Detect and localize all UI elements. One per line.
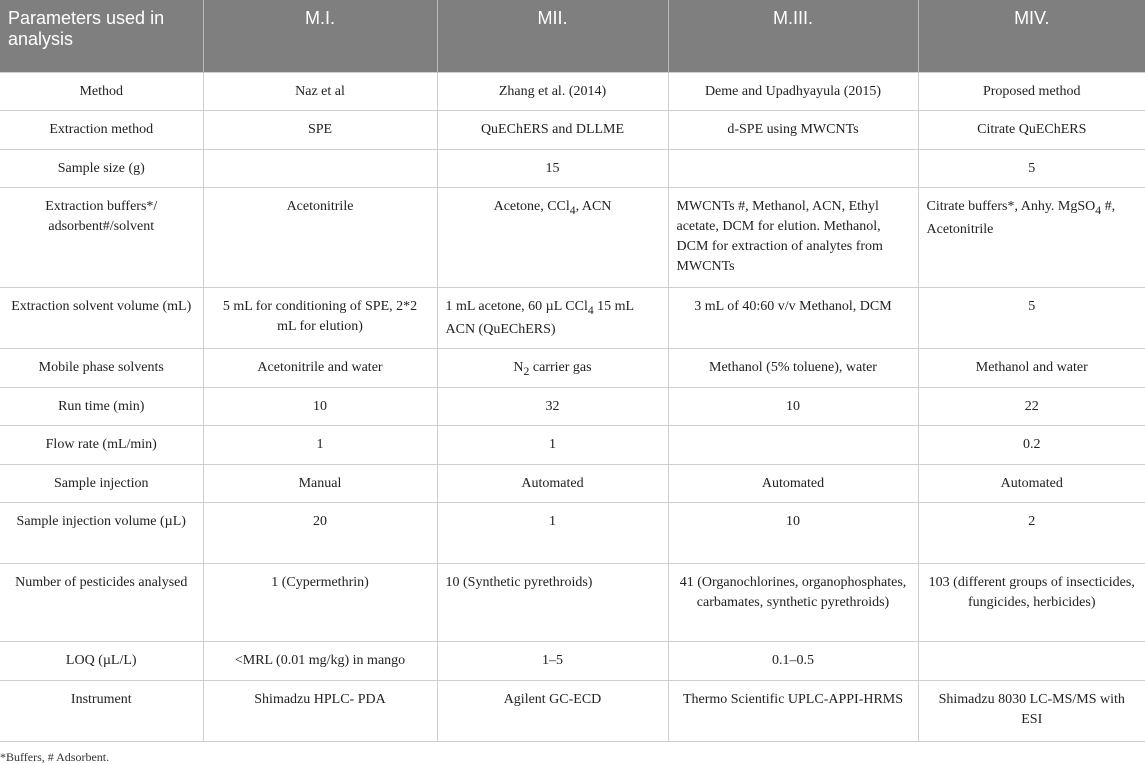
cell-m3: 10 <box>668 502 918 563</box>
cell-parameter: Sample injection volume (µL) <box>0 502 203 563</box>
cell-parameter: Sample size (g) <box>0 149 203 187</box>
cell-text: , ACN <box>575 198 612 214</box>
cell-m4: 103 (different groups of insecticides, fungicides, herbicides) <box>918 563 1145 641</box>
header-row <box>0 0 1145 72</box>
cell-parameter: Sample injection <box>0 464 203 502</box>
table-body <box>0 72 1145 741</box>
cell-m4: Automated <box>918 464 1145 502</box>
cell-text: Acetone, CCl <box>493 198 570 214</box>
header-m3: M.III. <box>668 0 918 72</box>
subscript: 4 <box>587 303 594 317</box>
cell-m3: Deme and Upadhyayula (2015) <box>668 72 918 110</box>
table-row-sample-size <box>0 149 1145 187</box>
cell-m1: SPE <box>203 110 437 149</box>
cell-m1: Acetonitrile <box>203 187 437 287</box>
cell-text: 15 mL ACN (QuEChERS) <box>445 298 634 338</box>
cell-parameter: Instrument <box>0 680 203 741</box>
table-row-extraction-buffers <box>0 187 1145 287</box>
cell-text: #, Acetonitrile <box>926 198 1116 238</box>
cell-m4: Shimadzu 8030 LC-MS/MS with ESI <box>918 680 1145 741</box>
cell-parameter: Method <box>0 72 203 110</box>
cell-m3: 3 mL of 40:60 v/v Methanol, DCM <box>668 287 918 348</box>
cell-m2: Automated <box>437 464 668 502</box>
cell-m4: Methanol and water <box>918 348 1145 387</box>
table-row-run-time <box>0 387 1145 425</box>
table-row-method <box>0 72 1145 110</box>
cell-m1: 10 <box>203 387 437 425</box>
cell-m1: Manual <box>203 464 437 502</box>
cell-m2 <box>437 287 668 348</box>
cell-parameter: Mobile phase solvents <box>0 348 203 387</box>
cell-parameter: Extraction buffers*/ adsorbent#/solvent <box>0 187 203 287</box>
cell-m2 <box>437 187 668 287</box>
table-row-extraction-method <box>0 110 1145 149</box>
cell-parameter: Extraction solvent volume (mL) <box>0 287 203 348</box>
cell-parameter: Run time (min) <box>0 387 203 425</box>
cell-m4: 0.2 <box>918 425 1145 464</box>
cell-m3: 10 <box>668 387 918 425</box>
cell-m2: Zhang et al. (2014) <box>437 72 668 110</box>
cell-m4: 2 <box>918 502 1145 563</box>
table-row-mobile-phase-solvents <box>0 348 1145 387</box>
cell-m2: 32 <box>437 387 668 425</box>
cell-m1: Shimadzu HPLC- PDA <box>203 680 437 741</box>
cell-m4 <box>918 641 1145 680</box>
cell-m3: d-SPE using MWCNTs <box>668 110 918 149</box>
table-row-sample-injection-volume <box>0 502 1145 563</box>
cell-m1 <box>203 149 437 187</box>
cell-m3: Thermo Scientific UPLC-APPI-HRMS <box>668 680 918 741</box>
cell-m4 <box>918 187 1145 287</box>
cell-m3 <box>668 149 918 187</box>
cell-m4: 5 <box>918 149 1145 187</box>
table-row-instrument <box>0 680 1145 741</box>
header-m1: M.I. <box>203 0 437 72</box>
cell-m2: 1–5 <box>437 641 668 680</box>
table-row-sample-injection <box>0 464 1145 502</box>
header-m2: MII. <box>437 0 668 72</box>
table-row-number-of-pesticides <box>0 563 1145 641</box>
cell-m2: Agilent GC-ECD <box>437 680 668 741</box>
cell-text: 1 mL acetone, 60 µL CCl <box>445 298 588 314</box>
cell-m1: 1 <box>203 425 437 464</box>
cell-m2: 1 <box>437 502 668 563</box>
subscript: 2 <box>523 364 530 378</box>
cell-m1: 5 mL for conditioning of SPE, 2*2 mL for elution) <box>203 287 437 348</box>
table-row-flow-rate <box>0 425 1145 464</box>
table-row-loq <box>0 641 1145 680</box>
cell-text: Citrate buffers*, Anhy. MgSO <box>926 198 1096 214</box>
cell-m4: 5 <box>918 287 1145 348</box>
subscript: 4 <box>1095 203 1102 217</box>
cell-m1: 20 <box>203 502 437 563</box>
cell-parameter: Extraction method <box>0 110 203 149</box>
cell-m3: Automated <box>668 464 918 502</box>
cell-m2: 10 (Synthetic pyrethroids) <box>437 563 668 641</box>
cell-m3: MWCNTs #, Methanol, ACN, Ethyl acetate, DCM for elution. Methanol, DCM for extraction of analytes from MWCNTs <box>668 187 918 287</box>
cell-m2: 15 <box>437 149 668 187</box>
cell-m1: Acetonitrile and water <box>203 348 437 387</box>
table-row-extraction-solvent-volume <box>0 287 1145 348</box>
cell-m4: Proposed method <box>918 72 1145 110</box>
cell-m4: 22 <box>918 387 1145 425</box>
cell-m3: 0.1–0.5 <box>668 641 918 680</box>
cell-m1: 1 (Cypermethrin) <box>203 563 437 641</box>
table-header <box>0 0 1145 72</box>
header-m4: MIV. <box>918 0 1145 72</box>
cell-m3: Methanol (5% toluene), water <box>668 348 918 387</box>
cell-m2: 1 <box>437 425 668 464</box>
cell-m1: Naz et al <box>203 72 437 110</box>
header-parameters: Parameters used in analysis <box>0 0 203 72</box>
cell-parameter: Flow rate (mL/min) <box>0 425 203 464</box>
cell-m4: Citrate QuEChERS <box>918 110 1145 149</box>
cell-m2: QuEChERS and DLLME <box>437 110 668 149</box>
cell-m3 <box>668 425 918 464</box>
cell-parameter: Number of pesticides analysed <box>0 563 203 641</box>
cell-m3: 41 (Organochlorines, organophosphates, carbamates, synthetic pyrethroids) <box>668 563 918 641</box>
table-footnote: *Buffers, # Adsorbent. <box>0 749 110 764</box>
cell-parameter: LOQ (µL/L) <box>0 641 203 680</box>
cell-text: N <box>513 359 524 375</box>
cell-m2 <box>437 348 668 387</box>
cell-text: carrier gas <box>529 359 592 375</box>
cell-m1: <MRL (0.01 mg/kg) in mango <box>203 641 437 680</box>
subscript: 4 <box>569 203 576 217</box>
